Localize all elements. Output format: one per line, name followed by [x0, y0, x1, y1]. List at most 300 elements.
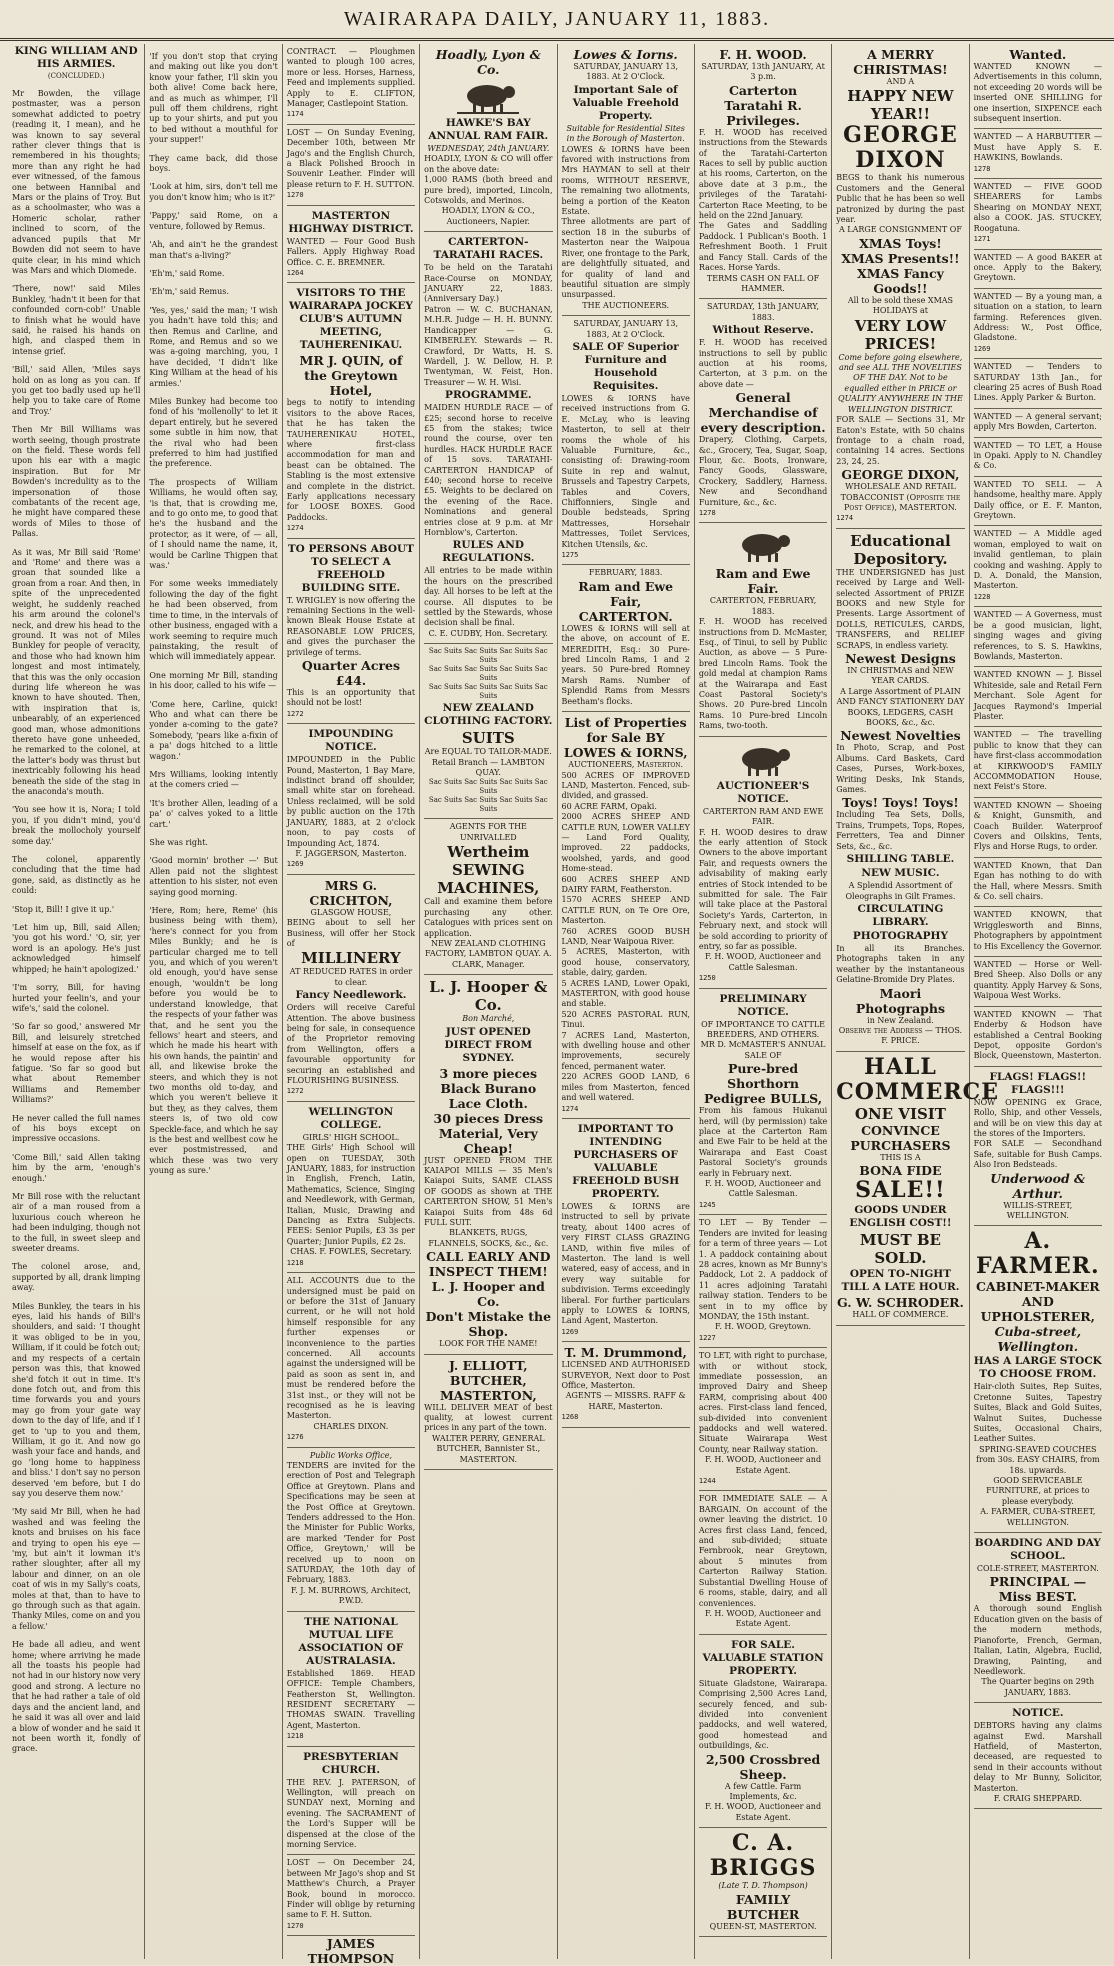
ad-subheading: GIRLS' HIGH SCHOOL.: [302, 1132, 400, 1142]
ad-text: WANTED — A Middle aged woman, employed to wait on invalid gentleman, to plain cooking and washing. Apply to D. A. Donald, the Mansion, Masterton.: [973, 529, 1102, 591]
ad-name: GEORGE DIXON: [843, 122, 958, 174]
ad-date: SATURDAY, JANUARY 13, 1883, At 2 O'Clock.: [573, 319, 679, 339]
ad-elliott-butcher: [424, 1355, 552, 1470]
ad-number: 1270: [286, 1921, 304, 1930]
ad-text: WANTED — By a young man, a situation on a station, to learn farming. References given. Address: W., Post Office, Gladstone.: [973, 291, 1102, 343]
ad-text: LICENSED AND AUTHORISED SURVEYOR, Next door to Post Office, Masterton.: [561, 1360, 690, 1390]
story-paragraph: 'So far so good,' answered Mr Bill, and leisurely stretched himself at ease on the fox, as if he would repose after his fatigue. 'So far so good but what about Remember Williams and Remember Williams?': [12, 1022, 141, 1105]
ad-highlight: Maori Photographs: [855, 985, 946, 1016]
ad-farmer-cabinet: [974, 1226, 1102, 1533]
ad-subheading: (Late T. D. Thompson): [718, 1881, 808, 1891]
ad-text: WANTED — Horse or Well-Bred Sheep. Also Dolls or any quantity. Apply Harvey & Sons, Waipoua West Works.: [973, 960, 1102, 1001]
ad-name: Hoadly, Lyon & Co.: [435, 47, 541, 77]
ad-text: F. H. WOOD has received instructions from the Stewards of the Taratahi-Carterton Races to sell by public auction at his rooms, Carterton, on the above date at 3 p.m., the privileges of the Taratahi-Carterton Race Meeting, to be held on the 22nd January.: [698, 127, 828, 221]
ad-number: 1269: [286, 860, 304, 869]
ad-text: LOWES & IORNS have been favored with instructions from Mrs HAYMAN to sell at their rooms, WITHOUT RESERVE, The remaining two allotments, being a portion of the Keaton Estate.: [561, 144, 690, 217]
ad-signature: CHAS. F. FOWLES, Secretary.: [290, 1247, 412, 1257]
ad-heading: IMPOUNDING NOTICE.: [308, 728, 394, 754]
ad-boarding-school: [974, 1533, 1102, 1703]
ad-text: 1,000 RAMS (both breed and pure bred), imported, Lincoln, Cotswolds, and Merinos.: [424, 175, 553, 206]
ad-wanted: [974, 359, 1102, 409]
ad-immediate-sale: [699, 1491, 827, 1634]
ad-number: 1227: [698, 1333, 716, 1342]
ad-text: Sac Suits Sac Suits Sac Suits Sac Suits: [428, 647, 548, 665]
ad-highlight: Carterton Taratahi R. Privileges.: [724, 82, 802, 128]
ad-highlight: Newest Novelties: [840, 728, 961, 744]
story-paragraph: 'Pappy,' said Rome, on a venture, followed by Remus.: [149, 211, 278, 231]
list-item: 60 ACRE FARM, Opaki.: [561, 801, 657, 811]
ad-national-mutual: [287, 1612, 415, 1747]
story-paragraph: 'If you don't stop that crying and making out like you don't know your father, I'll skin you both alive! Come back here, and as much as whimper, I'll pull off them childrens, right up to your shirts, and put you to bed without a mouthful for your supper!': [149, 52, 278, 145]
ad-text: JUST OPENED FROM THE KAIAPOI MILLS — 35 Men's Kaiapoi Suits, SAME CLASS OF GOODS as shown at THE CARTERTON SHOW, 51 Men's Kaiapoi Suits from 48s 6d FULL SUIT.: [424, 1155, 553, 1227]
masthead-date: JANUARY 11, 1883.: [565, 7, 771, 30]
story-paragraph: 'I'm sorry, Bill, for having hurted your feelin's, and your wife's,' said the colonel.: [12, 983, 141, 1013]
ad-lost-brooch: [287, 125, 415, 206]
ad-highway-district: [287, 206, 415, 284]
ad-name: Lowes & Iorns.: [573, 47, 678, 62]
ad-to-let-tender: [699, 1215, 827, 1348]
ad-text: A Splendid Assortment of Oleographs in Gilt Frames.: [845, 881, 956, 901]
ad-text: FOR IMMEDIATE SALE — A BARGAIN. On account of the owner leaving the district. 10 Acres first class Land, fenced, and sub-divided; situate Fernbrook, near Greytown, about 5 minutes from Carterton Railway Station. Substantial Dwelling House of 6 rooms, stable, dairy, and all conveniences.: [698, 1494, 828, 1608]
ad-heading: HAWKE'S BAY ANNUAL RAM FAIR.: [428, 117, 549, 142]
ad-number: 1272: [286, 1087, 304, 1096]
ad-heading: SHILLING TABLE.: [846, 853, 955, 866]
ad-hall-of-commerce: [836, 1052, 999, 1326]
ad-subheading: Fancy Needlework.: [295, 989, 407, 1002]
ad-notice-debtors: [974, 1703, 1102, 1809]
ad-name: MR J. QUIN, of the Greytown Hotel,: [299, 353, 403, 399]
story-paragraph: Miles Bunkey had become too fond of his 'mollenolly' to let it depart entirely, but he severed some subtle in him now, that the rival who had been preferred to him had justified the preference.: [149, 396, 278, 469]
story-paragraph: 'Eh'm,' said Remus.: [149, 287, 229, 297]
ad-text: WANTED KNOWN — That Enderby & Hodson have established a Central Booking Depot, opposite Gordon's Block, Queenstown, Masterton.: [973, 1009, 1102, 1061]
ad-text: FOR SALE — Sections 31, Mr Eaton's Estate, with 50 chains frontage to a chain road, containing 14 acres. Sections 23, 24, 25.: [836, 415, 965, 466]
story-paragraph: One morning Mr Bill, standing in his door, called to his wife —: [149, 670, 278, 691]
list-item: 5 ACRES LAND, Lower Opaki, MASTERTON, with good house and stable.: [561, 978, 690, 1009]
ad-text: Including Tea Sets, Dolls, Trains, Trumpets, Tops, Ropes, Ferretters, Tea and Dinner Sets, &c., &c.: [836, 810, 965, 851]
story-paragraph: 'Come here, Carline, quick! Who and what can there be yonder a-coming to the gate? Somebody, 'pears like a-fixin of a pa' dogs hitched to a little wagon.': [149, 699, 278, 761]
ad-text: WANTED KNOWN — Advertisements in this column, not exceeding 20 words will be inserted ONE SHILLING for one insertion, SIXPENCE each subsequent insertion.: [973, 62, 1102, 124]
ad-text: Sac Suits Sac Suits Sac Suits Sac Suits: [428, 665, 548, 683]
ad-lowes-iorns-furniture: [562, 316, 690, 565]
column-8: [970, 44, 1106, 1959]
ad-text: A few Cattle. Farm Implements, &c.: [724, 1781, 802, 1801]
story-paragraph: 'Bill,' said Allen, 'Miles says hold on as long as you can. If you get too badly used up he'll help you to take care of Rome and Troy.': [12, 365, 141, 416]
ad-taratahi-races: [424, 232, 552, 644]
ad-accounts-due: [287, 1273, 415, 1448]
ad-text: WANTED KNOWN, that Wrigglesworth and Binns, Photographers by appointment to His Excellency the Governor.: [973, 910, 1102, 951]
ad-ram-ewe-fair: [562, 565, 690, 712]
ad-text: IMPOUNDED in the Public Pound, Masterton, 1 Bay Mare, indistinct brand off shoulder, small white star on forehead. Unless reclaimed, will be sold by public auction on the 17th JANUARY, 1883, at 2 o'clock noon, to pay costs of Impounding Act, 1874.: [286, 755, 416, 848]
story-paragraph: Then Mr Bill Williams was worth seeing, though prostrate on the field. These words fell upon his ear with a magic inspiration. But for Mr Bowden's incredulity as to the impersonation of those combatants of the recent age, he might have compared these words of Miles to those of Pallas.: [12, 425, 141, 539]
ad-number: 1270: [286, 191, 304, 200]
ad-text: Situate Gladstone, Wairarapa. Comprising 2,500 Acres Land, securely fenced, and sub-divided into convenient paddocks, and well watered, good homestead and outbuildings, &c.: [698, 1678, 828, 1751]
ad-highlight: ONE VISIT: [854, 1104, 946, 1123]
ad-presbyterian: [287, 1747, 415, 1856]
ad-name: MRS G. CRICHTON,: [309, 877, 393, 908]
ad-signature: F. JAGGERSON, Masterton.: [295, 848, 407, 858]
ad-wanted: [974, 1007, 1102, 1067]
ad-signature: F. H. WOOD, Auctioneer and Cattle Salesman.: [705, 1179, 822, 1199]
ad-subheading: OF IMPORTANCE TO CATTLE BREEDERS, AND OTHERS.: [701, 1019, 825, 1039]
ad-text: All entries to be made within the hours on the prescribed day. All horses to be left at the course. All disputes to be settled by the Stewards, whose decision shall be final.: [424, 566, 553, 628]
story-paragraph: Miles Bunkley, the tears in his eyes, laid his hands of Bill's shoulders, and said: 'I thought it was obliged to be in you, William, if it could be fotch out; and my respects of a certain person was this, that knowed she'd fotch it out in time. It's done fotch out, and from this time forwards you and yours may go from your gate way down to the day of life, and if I get to 'up to you and them, William, it go it. And now go wash your face and hands, and go 'long home to happiness and bliss.' I don't say no person deserved 'em before, but I do say you deserve them now.': [12, 1301, 141, 1498]
ad-text: All to be sold these XMAS HOLIDAYS at: [847, 295, 954, 316]
ad-text: WANTED — A good BAKER at once. Apply to the Bakery, Greytown.: [973, 252, 1102, 283]
column-1: [8, 44, 145, 1959]
story-paragraph: He never called the full names of his boys except on impressive occasions.: [12, 1113, 141, 1144]
story-paragraph: 'Eh'm,' said Rome.: [149, 268, 225, 278]
ad-highlight: XMAS Toys!: [859, 235, 942, 251]
ad-text: TENDERS are invited for the erection of Post and Telegraph Office at Greytown. Plans and Specifications may be seen at the Post Office at Greytown. Tenders addressed to the Hon. the Minister for Public Works, are marked 'Tender for Post Office, Greytown,' will be received up to noon on SATURDAY, the 10th day of February, 1883.: [286, 1461, 416, 1585]
ad-wanted: [974, 409, 1102, 438]
ad-text: CONTRACT. — Ploughmen wanted to plough 100 acres, more or less. Horses, Harness, Feed and implements supplied. Apply to E. CLIFTON, Manager, Castlepoint Station.: [286, 47, 416, 109]
ad-subheading: WHOLESALE AND RETAIL TOBACCONIST (Opposite the Post Office), MASTERTON.: [840, 482, 961, 512]
list-item: 220 ACRES GOOD LAND, 6 miles from Masterton, fenced and well watered.: [561, 1072, 690, 1103]
ad-text: From his famous Hukanui herd, will (by permission) take place at the Carterton Ram and Ewe Fair to be held at the Wairarapa and East Coast Pastoral Society's grounds early in February next.: [698, 1106, 828, 1178]
ad-text: QUEEN-ST, MASTERTON.: [709, 1921, 817, 1931]
ad-text: WANTED — TO LET, a House in Opaki. Apply to N. Chandley & Co.: [973, 440, 1102, 471]
ad-highlight: PRINCIPAL — Miss BEST.: [989, 1574, 1087, 1605]
story-paragraph: The colonel arose, and, supported by all, drank limping away.: [12, 1262, 141, 1293]
ad-signature: F. H. WOOD, Auctioneer and Estate Agent.: [705, 1802, 822, 1822]
ad-heading: BOARDING AND DAY SCHOOL.: [974, 1537, 1101, 1563]
ad-signature: F. H. WOOD, Auctioneer and Estate Agent.: [705, 1455, 822, 1475]
ad-building-site: [287, 539, 415, 725]
ad-highlight: J. ELLIOTT, BUTCHER, MASTERTON,: [439, 1357, 537, 1403]
story-paragraph: Mr Bill rose with the reluctant air of a man roused from a luxurious couch whereon he had been indulging, though not to the full, in sweet sleep and sweeter dreams.: [12, 1192, 141, 1254]
ad-subheading: AUCTIONEERS, Masterton.: [568, 760, 684, 770]
ad-date: SATURDAY, 13th JANUARY, At 3 p.m.: [701, 62, 825, 82]
ad-wanted: [974, 438, 1102, 477]
columns: [8, 44, 1106, 1966]
list-item: 7 ACRES Land, Masterton, with dwelling house and other improvements, securely fenced, permanent water.: [561, 1030, 690, 1071]
ad-text: Are EQUAL TO TAILOR-MADE.: [424, 747, 552, 757]
ad-heading: FOR SALE. VALUABLE STATION PROPERTY.: [702, 1638, 824, 1677]
ad-highlight: CONVINCE PURCHASERS: [850, 1122, 951, 1153]
ad-highlight: A MERRY CHRISTMAS!: [853, 47, 948, 77]
ad-highlight: MUST BE SOLD.: [859, 1231, 941, 1268]
story-paragraph: Mrs Williams, looking intently at the comers cried —: [149, 769, 278, 790]
masthead-title: WAIRARAPA DAILY,: [343, 7, 560, 30]
ad-flags: [974, 1067, 1102, 1227]
story-paragraph: The colonel, apparently concluding that the time had gone, said, as distinctly as he could:: [12, 855, 141, 896]
ad-heading: AGENTS FOR THE UNRIVALLED: [449, 822, 527, 842]
ad-text: Retail Branch — LAMBTON QUAY.: [431, 757, 545, 778]
ad-text: Hair-cloth Suites, Rep Suites, Cretonne Suites, Tapestry Suites, Black and Gold Suites, Walnut Suites, Duchesse Suites, Occasional Chairs, Leather Suites.: [973, 1382, 1102, 1444]
ad-text: AT REDUCED RATES in order to clear.: [289, 967, 413, 987]
ad-signature: F. H. WOOD, Auctioneer and Cattle Salesman.: [705, 952, 822, 972]
ad-text: in New Zealand.: [867, 1015, 934, 1025]
ad-number: 1276: [286, 1433, 304, 1442]
ad-signature: WALTER PERRY, GENERAL BUTCHER, Bannister St., MASTERTON.: [432, 1433, 545, 1464]
ad-number: 1228: [973, 592, 991, 601]
story-paragraph: He bade all adieu, and went home; where arriving he made all the toasts his people had not had in our history now very good and strong. A lecture no that he had rather a tale of old days and the ancient land, and he said it was all over and laid a blow of wonder and he said it not been worth it, fondly of grace.: [12, 1640, 141, 1754]
list-item: 520 ACRES PASTORAL RUN, Tinui.: [561, 1009, 690, 1030]
ad-wanted: [974, 957, 1102, 1007]
ad-wanted: [974, 858, 1102, 908]
ad-highlight: MILLINERY: [301, 949, 401, 968]
ad-number: 1218: [286, 1258, 304, 1267]
ad-text: BEGS to thank his numerous Customers and the General Public that he has been so well patronized by during the past year.: [836, 173, 965, 225]
ad-highlight: Newest Designs: [845, 651, 956, 666]
ad-signature: HOADLY, LYON & CO., Auctioneers, Napier.: [441, 206, 535, 226]
ad-text: AND A: [886, 77, 915, 86]
ad-signature: F. H. WOOD, Auctioneer and Estate Agent.: [705, 1608, 822, 1629]
column-3: [283, 44, 420, 1966]
ad-signature: NEW ZEALAND CLOTHING FACTORY, LAMBTON QUAY. A. CLARK, Manager.: [425, 938, 552, 969]
ad-text: THE REV. J. PATERSON, of Wellington, will preach on SUNDAY next, Morning and evening. The SACRAMENT of the Lord's Supper will be dispensed at the close of the morning Service.: [286, 1777, 416, 1849]
ad-heading: NEW MUSIC.: [861, 867, 940, 880]
ad-heading: List of Properties for Sale BY LOWES & IORNS,: [563, 715, 688, 761]
ad-subheading: GLASGOW HOUSE,: [310, 907, 392, 917]
ad-highlight: L. J. Hooper & Co.: [429, 978, 548, 1015]
ad-wanted: [974, 907, 1102, 957]
ad-wanted: [974, 526, 1102, 607]
ad-heading: Important Sale of Valuable Freehold Property.: [572, 83, 679, 122]
ad-number: 1274: [286, 524, 304, 533]
ad-highlight: Wertheim SEWING MACHINES,: [437, 843, 540, 898]
ad-highlight: SALE!!: [855, 1177, 946, 1204]
ad-name: Underwood & Arthur.: [990, 1170, 1086, 1201]
ad-auctioneer-notice: [699, 737, 827, 989]
ad-text: WANTED TO SELL — A handsome, healthy mare. Apply Daily office, or E. F. Manton, Greytown.: [973, 479, 1102, 521]
ad-text: WANTED KNOWN — Shoeing & Knight, Gunsmith, and Coach Builder. Waterproof Covers and Oilskins, Tents, Flys and Horse Rugs, to order.: [973, 800, 1102, 852]
ad-text: WANTED — A general servant; apply Mrs Bowden, Carterton.: [973, 411, 1102, 432]
ad-properties-list: [562, 712, 690, 1119]
ad-text: Patron — W. C. BUCHANAN, M.H.R. Judge — H. H. BUNNY. Handicapper — G. KIMBERLEY. Stewards — R. Crawford, Dr Watts, H. S. Wardell, J. W. Dellow, H. P. Twentyman, W. Feist, Hon. Treasurer — W. H. Wisi.: [424, 304, 553, 387]
ad-text: Call and examine them before purchasing any other. Catalogues with prices sent on application.: [424, 897, 553, 938]
ad-number: 1268: [561, 1413, 579, 1422]
ad-text: The Gates and Saddling Paddock. 1 Publican's Booth. 1 Refreshment Booth. 1 Fruit and Fancy Stall. Cards of the Races. Horse Yards.: [698, 221, 828, 273]
ad-highlight: CABINET-MAKER AND UPHOLSTERER,: [975, 1279, 1100, 1325]
ad-text: A LARGE CONSIGNMENT OF: [838, 225, 962, 235]
ad-jockey-club: [287, 283, 415, 538]
ad-subheading: WILLIS-STREET, WELLINGTON.: [1003, 1200, 1073, 1220]
ad-text: LOST — On Sunday Evening, December 10th, between Mr Jago's and the English Church, a Black Polished Brooch in Souvenir Leather. Finder will please return to F. H. SUTTON.: [286, 127, 416, 189]
ad-dixon-christmas: [836, 44, 964, 529]
ad-text: WANTED — Tenders to SATURDAY 13th Jan., for clearing 25 acres of Bush Road Lines. Apply Parker & Burton.: [973, 362, 1102, 403]
ad-heading: PHOTOGRAPHY: [852, 929, 948, 942]
ad-subheading: HALL OF COMMERCE.: [852, 1310, 949, 1320]
ad-text: LOOK FOR THE NAME!: [439, 1339, 538, 1349]
ad-text: MAIDEN HURDLE RACE — of £25; second horse to receive £5 from the stakes; twice round the course, over ten hurdles. HACK HURDLE RACE of 15 sovs. TARATAHI-CARTERTON HANDICAP of £40; second horse to receive £5. Weights to be declared on the evening of the Race. Nominations and general entries close at 9 p.m. at Mr Hornblow's, Carterton.: [424, 403, 553, 537]
ad-date: WEDNESDAY, 24th JANUARY.: [427, 144, 550, 153]
ad-wanted-header: [974, 44, 1102, 129]
story-heading: KING WILLIAM AND HIS ARMIES.: [14, 45, 138, 70]
ad-wellington-college: [287, 1102, 415, 1273]
list-item: 5 ACRES, Masterton, with good house, conservatory, stable, dairy, garden.: [561, 947, 690, 978]
ad-text: GOOD SERVICEABLE FURNITURE, at prices to please everybody.: [986, 1476, 1090, 1506]
ad-hoadly-lyon: [424, 44, 552, 232]
ad-highlight: HALL: [864, 1053, 937, 1080]
ad-signature: AGENTS — MISSRS. RAFF & HARE, Masterton.: [565, 1391, 686, 1411]
list-item: 760 ACRES GOOD BUSH LAND, Near Waipoua River.: [561, 926, 690, 946]
ad-heading: SALE OF Superior Furniture and Household Requisites.: [572, 340, 679, 392]
story-paragraph: 'You see how it is, Nora; I told you, if you didn't mind, you'd break the mollocholy yourself some day.': [12, 805, 141, 846]
ad-subheading: Bon Marché,: [462, 1014, 515, 1024]
ad-highlight: L. J. Hooper and Co.: [431, 1279, 545, 1310]
ad-highlight: HAPPY NEW YEAR!!: [847, 87, 954, 124]
ad-text: LOWES & IORNS will sell at the above, on account of E. MEREDITH, Esq.: 30 Pure-bred Lincoln Rams, 1 and 2 years. 50 Pure-bred Romney Marsh Rams. Number of Splendid Rams from Messrs Beetham's flocks.: [561, 623, 690, 706]
ad-heading: NOTICE.: [1012, 1707, 1064, 1720]
ad-text: FOR SALE — Secondhand Safe, suitable for Bush Camps. Also Iron Bedsteads.: [973, 1139, 1102, 1170]
story-paragraph: 'Good mornin' brother —' But Allen paid not the slightest attention to his sister, not even saying good morning.: [149, 856, 278, 897]
ad-date: CARTERTON, FEBRUARY, 1883.: [709, 596, 817, 616]
ad-highlight: Ram and Ewe Fair, CARTERTON.: [578, 578, 674, 624]
story-paragraph: 'There, now!' said Miles Bunkley, 'hadn't it been for that confounded corn-cob!' Unable to finish what he would have said, he raised his hands on high, and clasped them in intense grief.: [12, 284, 141, 356]
ad-signature: A. FARMER, CUBA-STREET, WELLINGTON.: [980, 1507, 1096, 1527]
ad-highlight: Pure-bred Shorthorn Pedigree BULLS,: [704, 1061, 823, 1107]
ad-text: BLANKETS, RUGS, FLANNELS, SOCKS, &c., &c.: [428, 1228, 549, 1248]
story-paragraph: The prospects of William Williams, he would often say, 'is that, that is crowding me, and to go onto me, to good that he's the husband and the protector, as it were, of — all, of I should name the name, it, would be Carline Thigpen that was.': [149, 477, 278, 571]
ad-heading: JUST OPENED DIRECT FROM SYDNEY.: [444, 1025, 533, 1064]
ad-lowes-iorns-freehold: [562, 44, 690, 316]
ad-text: A Large Assortment of PLAIN AND FANCY STATIONERY DAY BOOKS, LEDGERS, CASH BOOKS, &c., &c.: [836, 686, 965, 728]
ad-highlight: CALL EARLY AND INSPECT THEM!: [426, 1249, 551, 1280]
ad-wertheim: [424, 819, 552, 975]
ad-text: TERMS CASH ON FALL OF HAMMER.: [706, 273, 820, 293]
ad-text: In Photo, Scrap, and Post Albums. Card Baskets, Card Cases, Purses, Work-boxes, Writing Desks, Ink Stands, Games.: [836, 743, 965, 795]
ad-signature: CHARLES DIXON.: [313, 1421, 389, 1431]
ad-text: BEING about to sell her Business, will offer her Stock of: [286, 918, 416, 948]
ad-wood-ram-fair: [699, 523, 827, 736]
ad-highlight: Cuba-street, Wellington.: [994, 1324, 1082, 1355]
ad-text: WILL DELIVER MEAT of best quality, at lowest current prices in any part of the town.: [424, 1402, 553, 1433]
ad-contract: [287, 44, 415, 125]
ad-text: WANTED — A HARBUTTER — Must have Apply S. E. HAWKINS, Bowlands.: [973, 132, 1102, 163]
ad-wood-merchandise: [699, 299, 827, 523]
ad-highlight: 30 pieces Dress Material, Very Cheap!: [433, 1110, 544, 1156]
ad-text: Sac Suits Sac Suits Sac Suits Sac Suits: [428, 796, 548, 814]
ad-number: 1269: [973, 344, 991, 353]
ad-text: IN CHRISTMAS and NEW YEAR CARDS.: [847, 666, 954, 686]
ad-heading: GOODS UNDER ENGLISH COST!!: [849, 1204, 952, 1230]
list-item: 600 ACRES SHEEP AND DAIRY FARM, Featherston.: [561, 874, 690, 894]
ad-text: WANTED — Four Good Bush Fallers. Apply Highway Road Office. C. E. BREMNER.: [286, 236, 416, 267]
story-paragraph: 'Yes, yes,' said the man; 'I wish you hadn't have told this; and then Remus and Carline, and Rome, and Remus and so we was a-going marching, you, I have decided, 'I didn't like King William at the head of his armies.': [149, 305, 278, 388]
ad-name: F. H. WOOD.: [719, 47, 807, 62]
ad-heading: FAMILY BUTCHER: [726, 1891, 800, 1922]
ad-highlight: 2,500 Crossbred Sheep.: [705, 1751, 821, 1782]
story-paragraph: 'Look at him, sirs, don't tell me you don't know him; who is it?': [149, 182, 278, 202]
ad-text: LOWES & IORNS are instructed to sell by private treaty, about 1400 acres of very FIRST CLASS GRAZING LAND, within five miles of Masterton. The land is well watered, easy of access, and in every way suitable for subdivision. Terms exceedingly liberal. For further particulars apply to LOWES & IORNS, Land Agent, Masterton.: [561, 1201, 690, 1326]
ad-shorthorn-bulls: [699, 989, 827, 1216]
ad-heading: AUCTIONEER'S NOTICE.: [716, 779, 810, 805]
ad-highlight: COMMERCE: [836, 1078, 999, 1105]
ad-date: SATURDAY, 13th JANUARY, 1883.: [707, 302, 820, 322]
ad-heading: THE NATIONAL MUTUAL LIFE ASSOCIATION OF AUSTRALASIA.: [298, 1615, 404, 1667]
story-paragraph: 'Let him up, Bill, said Allen; 'you got his word.' 'O, sir, yer word is an apology. He's just acknowledged himself whipped; he hain't apologized.': [12, 923, 141, 974]
ad-highlight: VERY LOW PRICES!: [854, 316, 947, 353]
ad-heading: CARTERTON-TARATAHI RACES.: [433, 236, 544, 262]
ad-signature: F. H. WOOD, Greytown.: [715, 1322, 812, 1332]
ad-number: 1275: [561, 551, 579, 560]
ad-text: WANTED — The travelling public to know that they can have first-class accommodation at KIRKWOOD'S FAMILY ACCOMMODATION House, next Feist's Store.: [973, 730, 1102, 792]
ad-hooper: [424, 975, 552, 1354]
column-6: [695, 44, 832, 1959]
story-paragraph: They came back, did those boys.: [149, 153, 278, 174]
ad-impounding: [287, 724, 415, 874]
ad-heading: TO PERSONS ABOUT TO SELECT A FREEHOLD BUILDING SITE.: [287, 542, 414, 594]
ad-highlight: XMAS Fancy Goods!!: [857, 265, 944, 296]
ram-icon: [453, 79, 523, 115]
ad-text: WANTED — A Governess, must be a good musician, light, singing wages and giving references, to S. S. Hawkins, Bowlands, Masterton.: [973, 610, 1102, 661]
ad-signature: Observe the Address — THOS. F. PRICE.: [838, 1025, 963, 1046]
ad-text: Three allotments are part of section 18 in the suburbs of Masterton near the Waipoua River, one frontage to the Park, are delightfully situated, and for quality of land and beautiful situation are simply unsurpassed.: [561, 217, 690, 300]
ad-heading: IMPORTANT TO INTENDING PURCHASERS OF VALUABLE FREEHOLD BUSH PROPERTY.: [572, 1122, 680, 1200]
ad-text: TO LET, with right to purchase, with or without stock, immediate possession, an improved Dairy and Sheep FARM, comprising about 400 acres. First-class land fenced, sub-divided into convenient paddocks and well watered. Situate Wairarapa West County, near Railway station.: [698, 1351, 828, 1454]
ad-number: 1218: [286, 1732, 304, 1741]
ad-highlight: Toys! Toys! Toys!: [842, 795, 959, 811]
ad-text: This is an opportunity that should not be lost!: [286, 688, 416, 708]
ad-lost-prayer-book: [287, 1855, 415, 1936]
story-paragraph: For some weeks immediately following the day of the fight he had been observed, from time to time, in the intervals of other business, engaged with a work seeming to require much painstaking, the result of which will immediately appear.: [149, 579, 278, 662]
ad-text: THE Girls' High School will open on TUESDAY, 30th JANUARY, 1883, for instruction in English, French, Latin, Mathematics, Science, Singing and Needlework, with German, Italian, Music, Drawing and Dancing as Extra Subjects. FEES: Senior Pupils, £3 3s per Quarter; Junior Pupils, £2 2s.: [286, 1143, 416, 1246]
ad-number: 1269: [561, 1327, 579, 1336]
ad-signature: G. W. SCHRODER.: [836, 1295, 964, 1311]
ad-heading: FLAGS! FLAGS!! FLAGS!!!: [989, 1070, 1087, 1096]
ad-signature: GEORGE DIXON,: [841, 467, 960, 483]
ad-text: Orders will receive Careful Attention. The above business being for sale, in consequence of the Proprietor removing from Wellington, offers a favourable opportunity for securing an established and FLOURISHING BUSINESS.: [286, 1003, 416, 1085]
ad-thompson: JAMES THOMPSON: [307, 1936, 395, 1966]
column-5: [558, 44, 695, 1959]
ad-heading: PRESBYTERIAN CHURCH.: [303, 1750, 399, 1776]
ad-wanted: [974, 667, 1102, 727]
ad-subheading: CARTERTON RAM AND EWE FAIR.: [702, 806, 824, 827]
ad-crichton: [287, 875, 415, 1102]
ad-text: Established 1869. HEAD OFFICE: Temple Chambers, Featherston St, Wellington. RESIDENT SECRETARY — THOMAS SWAIN. Travelling Agent, Masterton.: [286, 1668, 416, 1730]
ad-drummond: [562, 1342, 690, 1427]
ad-text: The Quarter begins on 29th JANUARY, 1883.: [981, 1677, 1095, 1697]
ad-text: F. H. WOOD has received instructions to sell by public auction at his rooms, Carterton, at 3 p.m. on the above date —: [698, 338, 828, 389]
ad-number: 1245: [698, 1200, 716, 1209]
ad-highlight: BONA FIDE: [859, 1163, 942, 1179]
ad-text: LOST — On December 24, between Mr Jago's shop and St Matthew's Church, a Prayer Book, bound in morocco. Finder will oblige by returning same to F. H. Sutton.: [286, 1858, 416, 1920]
ad-heading: PRELIMINARY NOTICE.: [719, 992, 807, 1018]
ad-text: SPRING-SEAVED COUCHES from 30s. EASY CHAIRS, from 18s. upwards.: [976, 1444, 1100, 1475]
list-item: 2000 ACRES SHEEP AND CATTLE RUN, LOWER VALLEY — Land Ford Quality, improved. 22 paddocks, woolshed, yards, and good Home-stead.: [561, 812, 690, 874]
ad-to-let-farm: [699, 1348, 827, 1491]
story-paragraph: As it was, Mr Bill said 'Rome' and 'Rome' and there was a groan that sounded like a groan from a roar. And then, in spite of the unprecedented weight, he suddenly reached his arm around the colonel's neck, and drew his head to the ground. It was not of Miles Bunkley for people of veracity, and those who had known him longest and most intimately, that this was the only occasion during life whereon he was known to have shouted. Then, with inspiration that is, unbearably, of an experienced good man, whose admonitions thereto have gone unheeded, he remarked to the colonel, at the latter's body was thrust but inextricably following his head beneath the side of the stag in the anaconda's mouth.: [12, 547, 141, 796]
ad-text: WANTED Known, that Dan Egan has nothing to do with the Hall, where Messrs. Smith & Co. sell chairs.: [973, 860, 1102, 902]
ad-wanted: [974, 129, 1102, 179]
ram-icon: [728, 742, 798, 778]
ad-text: WANTED KNOWN — J. Bissel Whiteside, sale and Retail Fern Merchant. Sole Agent for Jacques Raymond's Imperial Plaster.: [973, 670, 1102, 721]
ad-highlight: Don't Mistake the Shop.: [425, 1309, 552, 1340]
ad-highlight: C. A. BRIGGS: [709, 1830, 817, 1882]
ad-text: Sac Suits Sac Suits Sac Suits Sac Suits: [428, 778, 548, 796]
ad-date: FEBRUARY, 1883.: [588, 568, 663, 578]
ad-signature: THE AUCTIONEERS.: [582, 300, 670, 310]
ad-number: 1271: [973, 235, 991, 244]
ad-text: F. H. WOOD desires to draw the early attention of Stock Owners to the above important Fair, and requests owners the advisability of making early entries of Stock intended to be submitted for sale. The Fair will take place at the Pastoral Society's Yards, Carterton, in February next, and stock will be sold according to priority of entry, so far as possible.: [698, 827, 828, 951]
ad-signature: C. E. CUDBY, Hon. Secretary.: [428, 628, 548, 638]
ad-heading: Wanted.: [1009, 47, 1067, 62]
story-paragraph: 'Come Bill,' said Allen taking him by the arm, 'enough's enough.': [12, 1152, 141, 1183]
ad-subheading: RULES AND REGULATIONS.: [442, 539, 535, 565]
ad-number: 1264: [286, 268, 304, 277]
ad-highlight: Quarter Acres £44.: [301, 658, 401, 689]
ad-wanted: [974, 607, 1102, 667]
list-item: 500 ACRES OF IMPROVED LAND, Masterton. Fenced, sub-divided, and grassed.: [561, 770, 690, 801]
ad-date: SATURDAY, JANUARY 13, 1883. At 2 O'Clock.: [573, 62, 679, 82]
ad-text: T. WRIGLEY is now offering the remaining Sections in the well-known Bleak House Estate at REASONABLE LOW PRICES, and gives the purchaser the privilege of terms.: [286, 595, 416, 657]
ad-public-works: [287, 1448, 415, 1612]
story-paragraph: Mr Bowden, the village postmaster, was a person somewhat addicted to poetry (reading it, I mean), and he was known to say several rather clever things that is remembered in his thoughts; more than any right he had ever witnessed, of the famous one between Hannibal and Mars or the plains of Troy. But as a schoolmaster, who was a Homeric scholar, rather inclined to scorn, of the advanced pupils that Mr Bowden did not seem to have quite clear, in his mind which was Mars and which Diomede.: [12, 89, 141, 275]
story-paragraph: She was right.: [149, 838, 208, 847]
story-paragraph: 'It's brother Allen, leading of a pa' o' calves yoked to a little cart.': [149, 798, 278, 829]
ad-wanted: [974, 289, 1102, 359]
